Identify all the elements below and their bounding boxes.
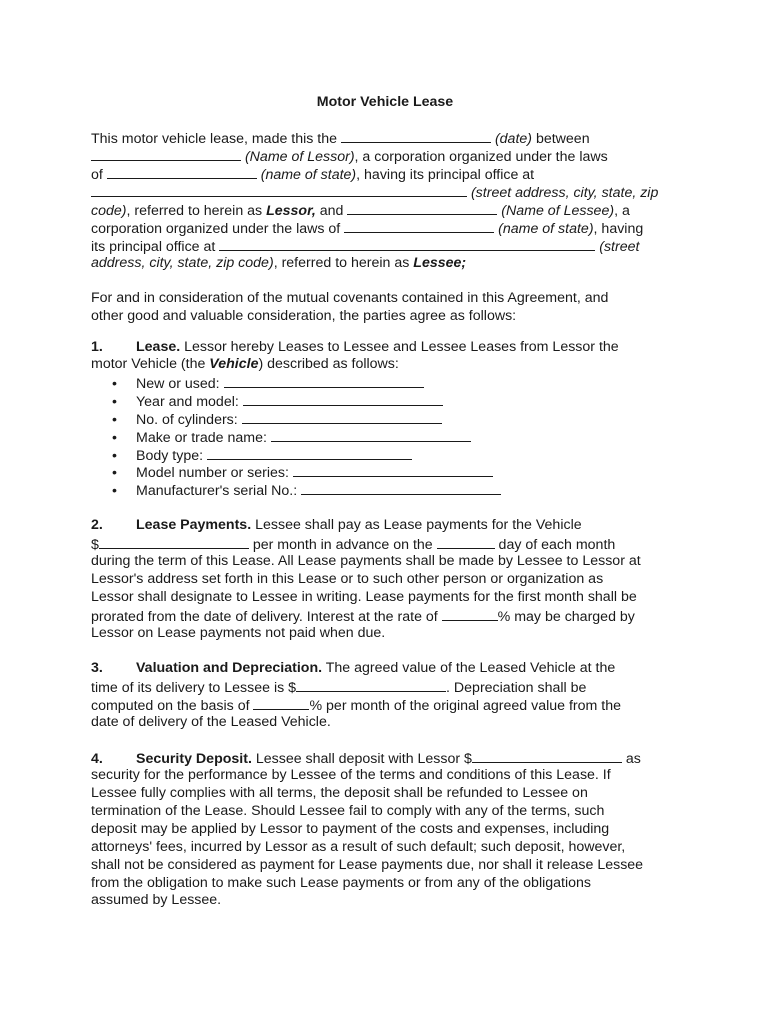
vehicle-defined-term: Vehicle — [209, 356, 259, 372]
section-1-line-2 — [91, 356, 399, 374]
list-item — [112, 374, 424, 393]
section-3-line-4: date of delivery of the Leased Vehicle. — [91, 714, 331, 730]
section-4-line-2: security for the performance by Lessee of the terms and conditions of this Lease. If — [91, 767, 611, 783]
section-2-line-6 — [91, 607, 635, 625]
section-3-line-2 — [91, 678, 586, 696]
security-deposit-blank[interactable] — [472, 749, 622, 763]
section-1-heading: Lease. — [136, 339, 181, 355]
section-4-line-4: termination of the Lease. Should Lessee fail to comply with any of the terms, such — [91, 803, 605, 819]
intro-text: , referred to herein as — [126, 203, 267, 219]
intro-line-8 — [91, 255, 466, 273]
list-item-label: Year and model: — [136, 394, 243, 410]
lessor-name-blank[interactable] — [91, 147, 241, 161]
section-1-line-1 — [91, 339, 619, 357]
lessee-address-label: (street — [599, 239, 640, 255]
intro-line-7 — [91, 237, 639, 255]
lessor-name-label: (Name of Lessor) — [244, 149, 355, 165]
lessor-address-blank[interactable] — [91, 183, 467, 197]
lessee-state-label: (name of state) — [498, 221, 594, 237]
interest-rate-blank[interactable] — [442, 607, 498, 621]
list-item-label: New or used: — [136, 376, 224, 392]
bullet-icon: • — [112, 376, 117, 392]
intro-text: corporation organized under the laws of — [91, 221, 345, 237]
section-1-text: motor Vehicle (the — [91, 356, 210, 372]
section-2-heading: Lease Payments. — [136, 517, 252, 533]
list-item-label: Model number or series: — [136, 465, 293, 481]
monthly-payment-blank[interactable] — [99, 535, 249, 549]
intro-line-1 — [91, 129, 590, 147]
bullet-icon: • — [112, 448, 117, 464]
section-4-text: Lessee shall deposit with Lessor $ — [251, 751, 472, 767]
section-3-line-1 — [91, 660, 615, 678]
consideration-line-1: For and in consideration of the mutual covenants contained in this Agreement, and — [91, 290, 609, 306]
intro-text: , having — [593, 221, 644, 237]
intro-line-4 — [91, 183, 658, 201]
section-2-text: $ — [91, 537, 99, 553]
section-4-line-1 — [91, 749, 641, 767]
section-1-number: 1. — [91, 339, 103, 355]
section-3-text: The agreed value of the Leased Vehicle at the — [322, 660, 616, 676]
section-3-text: . Depreciation shall be — [446, 680, 587, 696]
section-2-text: prorated from the date of delivery. Interest at the rate of — [91, 609, 442, 625]
section-4-line-6: attorneys' fees, incurred by Lessor as a result of such default; such deposit, however, — [91, 839, 626, 855]
list-item — [112, 481, 501, 500]
section-3-text: computed on the basis of — [91, 698, 254, 714]
section-3-text: % per month of the original agreed value from the — [309, 698, 621, 714]
section-4-line-5: deposit may be applied by Lessor to payment of the costs and expenses, including — [91, 821, 610, 837]
section-1-text: ) described as follows: — [258, 356, 399, 372]
section-2-text: per month in advance on the — [248, 537, 437, 553]
section-2-line-4: Lessor's address set forth in this Lease or to such other person or organization as — [91, 571, 604, 587]
document-title: Motor Vehicle Lease — [316, 94, 454, 110]
new-or-used-blank[interactable] — [224, 374, 424, 388]
section-2-text: Lessee shall pay as Lease payments for the Vehicle — [251, 517, 582, 533]
section-2-text: day of each month — [494, 537, 616, 553]
intro-line-6 — [91, 219, 643, 237]
lessee-state-blank[interactable] — [344, 219, 494, 233]
section-2-line-2 — [91, 535, 615, 553]
list-item — [112, 428, 471, 447]
intro-line-5 — [91, 201, 630, 219]
section-2-line-5: Lessor shall designate to Lessee in writing. Lease payments for the first month shall be — [91, 589, 637, 605]
intro-line-2 — [91, 147, 608, 165]
lessee-name-blank[interactable] — [347, 201, 497, 215]
list-item-label: Body type: — [136, 448, 207, 464]
section-1-text: Lessor hereby Leases to Lessee and Lessee Leases from Lessor the — [180, 339, 619, 355]
bullet-icon: • — [112, 430, 117, 446]
section-3-heading: Valuation and Depreciation. — [136, 660, 323, 676]
bullet-icon: • — [112, 483, 117, 499]
body-type-blank[interactable] — [207, 446, 412, 460]
section-3-number: 3. — [91, 660, 103, 676]
section-4-text: as — [621, 751, 641, 767]
intro-text: its principal office at — [91, 239, 220, 255]
cylinders-blank[interactable] — [242, 410, 442, 424]
model-number-blank[interactable] — [293, 463, 493, 477]
section-2-line-7: Lessor on Lease payments not paid when due. — [91, 625, 386, 641]
section-4-line-3: Lessee fully complies with all terms, the deposit shall be refunded to Lessee on — [91, 785, 588, 801]
serial-number-blank[interactable] — [301, 481, 501, 495]
lessee-address-label-cont: address, city, state, zip code) — [91, 255, 274, 271]
section-4-line-8: from the obligation to make such Lease payments or from any of the obligations — [91, 875, 591, 891]
list-item-label: Make or trade name: — [136, 430, 271, 446]
lessor-state-label: (name of state) — [260, 167, 357, 183]
agreed-value-blank[interactable] — [296, 678, 446, 692]
make-blank[interactable] — [271, 428, 471, 442]
list-item-label: Manufacturer's serial No.: — [136, 483, 302, 499]
intro-text: , referred to herein as — [273, 255, 414, 271]
lessor-state-blank[interactable] — [107, 165, 257, 179]
lessee-name-label: (Name of Lessee) — [501, 203, 615, 219]
intro-line-3 — [91, 165, 534, 183]
section-2-text: % may be charged by — [497, 609, 635, 625]
section-3-line-3 — [91, 696, 621, 714]
date-label: (date) — [494, 131, 532, 147]
section-3-text: time of its delivery to Lessee is $ — [91, 680, 297, 696]
lessor-address-label: (street address, city, state, zip — [470, 185, 659, 201]
section-2-line-1 — [91, 517, 582, 535]
payment-day-blank[interactable] — [437, 535, 495, 549]
year-model-blank[interactable] — [243, 392, 443, 406]
section-4-line-7: shall not be considered as payment for Lease payments due, nor shall it release Lessee — [91, 857, 644, 873]
bullet-icon: • — [112, 465, 117, 481]
lessee-address-blank[interactable] — [219, 237, 595, 251]
intro-text: , having its principal office at — [356, 167, 535, 183]
intro-text: between — [532, 131, 590, 147]
section-2-line-3: during the term of this Lease. All Lease payments shall be made by Lessee to Lessor at — [91, 553, 641, 569]
section-2-number: 2. — [91, 517, 103, 533]
intro-text: and — [315, 203, 348, 219]
depreciation-rate-blank[interactable] — [253, 696, 309, 710]
lessor-defined-term: Lessor, — [266, 203, 316, 219]
list-item — [112, 392, 443, 411]
date-blank[interactable] — [341, 129, 491, 143]
section-4-number: 4. — [91, 751, 103, 767]
list-item — [112, 463, 493, 482]
consideration-line-2: other good and valuable consideration, the parties agree as follows: — [91, 308, 517, 324]
lessee-defined-term: Lessee; — [413, 255, 467, 271]
lessor-address-label-cont: code) — [91, 203, 127, 219]
section-4-line-9: assumed by Lessee. — [91, 892, 222, 908]
intro-text: , a corporation organized under the laws — [354, 149, 608, 165]
intro-text: This motor vehicle lease, made this the — [91, 131, 341, 147]
list-item-label: No. of cylinders: — [136, 412, 242, 428]
section-4-heading: Security Deposit. — [136, 751, 252, 767]
bullet-icon: • — [112, 412, 117, 428]
bullet-icon: • — [112, 394, 117, 410]
list-item — [112, 410, 442, 429]
intro-text: , a — [614, 203, 630, 219]
intro-text: of — [91, 167, 107, 183]
